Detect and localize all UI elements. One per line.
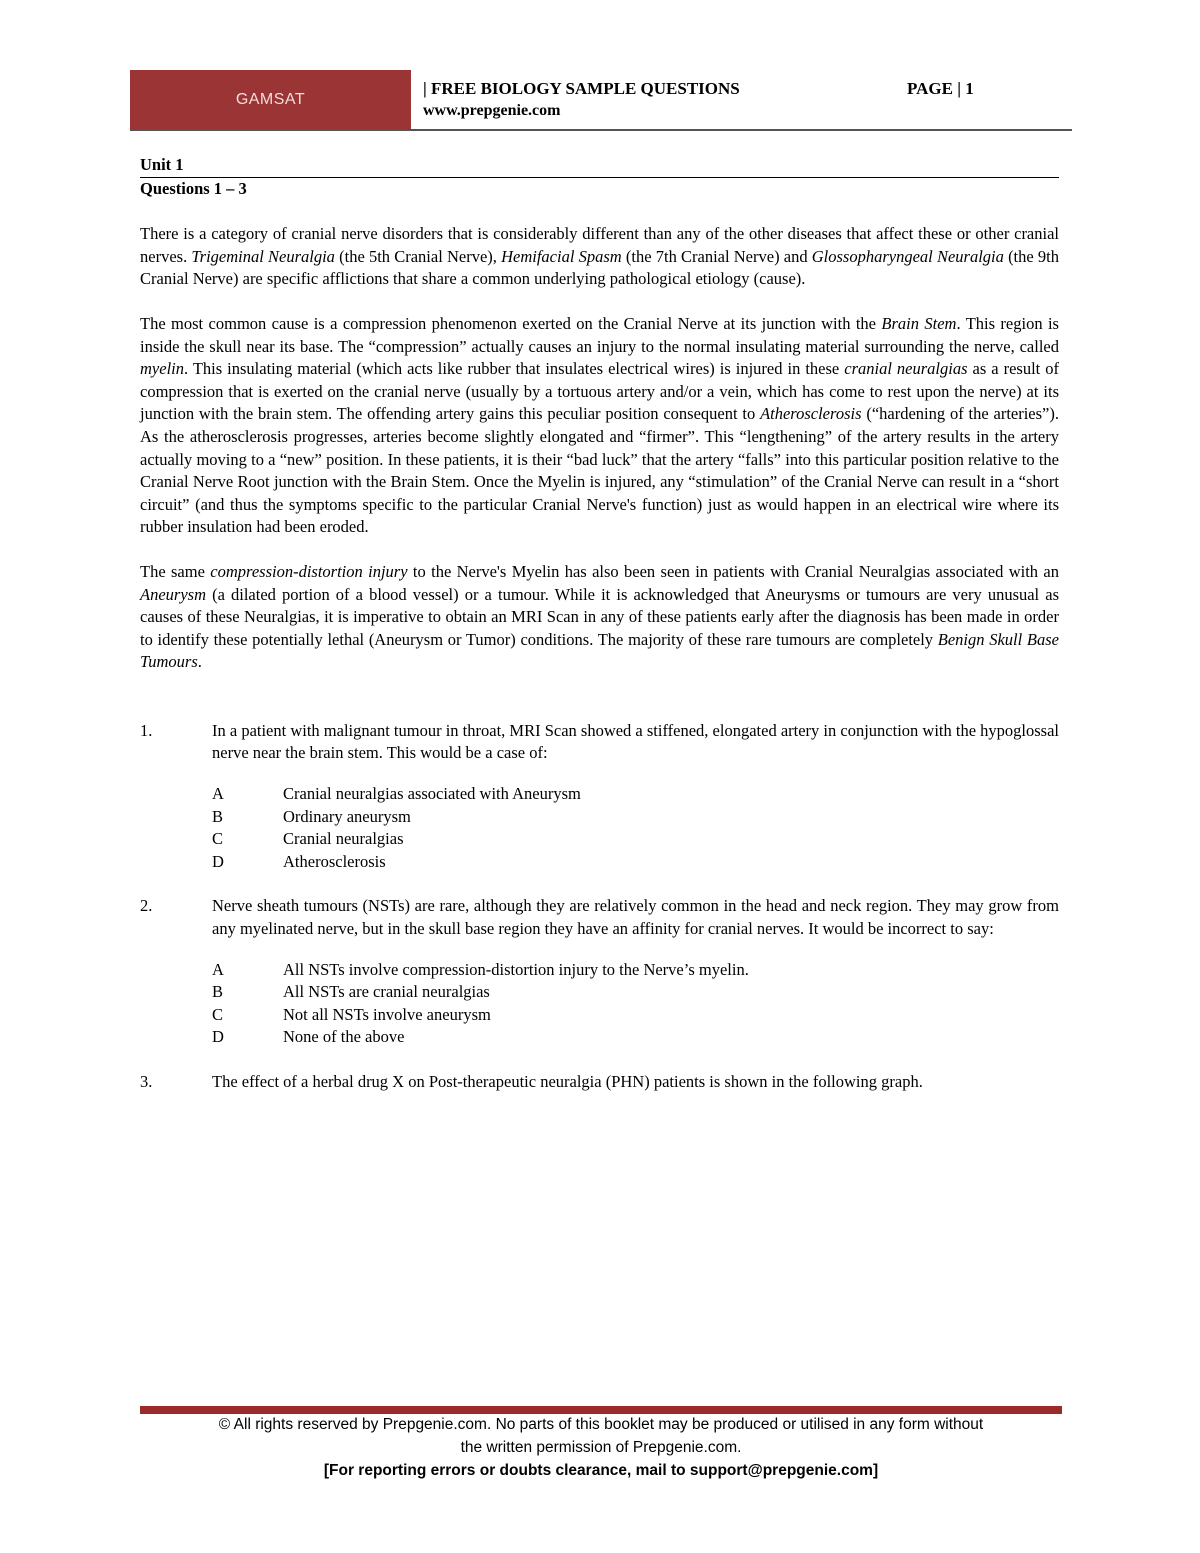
option-text: Atherosclerosis (283, 851, 386, 871)
option-letter: D (212, 1027, 224, 1047)
question-text: In a patient with malignant tumour in throat, MRI Scan showed a stiffened, elongated artery in conjunction with the hypoglossal nerve near the brain stem. This would be a case of: (212, 720, 1059, 763)
footer-permission: the written permission of Prepgenie.com. (460, 1439, 742, 1456)
passage-paragraph-3 (140, 561, 1059, 674)
passage-paragraph-1 (140, 223, 1059, 291)
question-3 (140, 1071, 1059, 1094)
text-run: to the Nerve's Myelin has also been seen in patients with Cranial Neuralgias associated with an (407, 561, 1059, 581)
text-run: The most common cause is a compression phenomenon exerted on the Cranial Nerve at its junction with the (140, 313, 882, 333)
footer-copyright: © All rights reserved by Prepgenie.com. No parts of this booklet may be produced or utilised in any form without (218, 1416, 984, 1433)
italic-term: Glossopharyngeal Neuralgia (811, 246, 1004, 266)
option-a[interactable] (212, 959, 1059, 982)
option-text: All NSTs are cranial neuralgias (283, 982, 490, 1002)
question-number: 1. (140, 720, 153, 740)
option-c[interactable] (212, 828, 1059, 851)
header-divider (130, 129, 1072, 131)
italic-term: cranial neuralgias (844, 359, 968, 379)
italic-term: Trigeminal Neuralgia (191, 246, 335, 266)
text-run: (the 7th Cranial Nerve) and (621, 246, 812, 266)
footer-contact: [For reporting errors or doubts clearance, mail to support@prepgenie.com] (323, 1462, 879, 1479)
question-2-options (212, 959, 1059, 1049)
option-a[interactable] (212, 783, 1059, 806)
option-text: Cranial neuralgias associated with Aneurysm (283, 784, 581, 804)
option-letter: C (212, 1004, 224, 1024)
text-run: . This insulating material (which acts like rubber that insulates electrical wires) is injured in these (183, 359, 845, 379)
italic-term: compression-distortion injury (210, 561, 408, 581)
footer-divider (140, 1406, 1062, 1414)
brand-box (130, 70, 411, 130)
italic-term: Hemifacial Spasm (501, 246, 622, 266)
page-number: PAGE | 1 (907, 79, 974, 98)
option-text: All NSTs involve compression-distortion injury to the Nerve’s myelin. (283, 959, 749, 979)
option-text: None of the above (283, 1027, 405, 1047)
text-run: . This region is inside the skull near its base. The “compression” actually causes an injury to the normal insulating material surrounding the nerve, called (140, 313, 1059, 356)
option-b[interactable] (212, 981, 1059, 1004)
option-letter: B (212, 806, 224, 826)
option-text: Cranial neuralgias (283, 829, 404, 849)
option-d[interactable] (212, 1026, 1059, 1049)
option-text: Ordinary aneurysm (283, 806, 411, 826)
text-run: There is a category of cranial nerve disorders that is considerably different than any of the other diseases that affect these or other cranial nerves. (140, 224, 1059, 266)
text-run: as a result of compression that is exerted on the cranial nerve (usually by a tortuous artery and/or a vein, which has come to rest upon the nerve) at its junction with the brain stem. The offending artery gains this peculiar position consequent to (140, 359, 1059, 424)
question-1-options (212, 783, 1059, 873)
text-run: (the 5th Cranial Nerve), (334, 246, 502, 266)
option-text: Not all NSTs involve aneurysm (283, 1004, 491, 1024)
italic-term: Atherosclerosis (760, 404, 862, 424)
brand-label: GAMSAT (235, 91, 306, 108)
option-letter: B (212, 982, 224, 1002)
option-letter: C (212, 829, 224, 849)
italic-term: Benign Skull Base Tumours (140, 629, 1059, 672)
text-run: (a dilated portion of a blood vessel) or a tumour. While it is acknowledged that Aneurysms or tumours are very unusual as causes of these Neuralgias, it is imperative to obtain an MRI Scan in any of these patients early after the diagnosis has been made in order to identify these potentially lethal (Aneurysm or Tumor) conditions. The majority of these rare tumours are completely (140, 584, 1059, 649)
document-body (140, 154, 1059, 1094)
option-d[interactable] (212, 851, 1059, 874)
unit-title: Unit 1 (140, 155, 184, 174)
header-title: | FREE BIOLOGY SAMPLE QUESTIONS (423, 79, 740, 98)
italic-term: myelin (140, 359, 184, 379)
option-c[interactable] (212, 1004, 1059, 1027)
text-run: (the 9th Cranial Nerve) are specific afflictions that share a common underlying pathological etiology (cause). (140, 246, 1059, 289)
option-b[interactable] (212, 806, 1059, 829)
italic-term: Aneurysm (140, 584, 206, 604)
question-number: 2. (140, 896, 153, 916)
text-run: The same (140, 561, 211, 581)
header-url[interactable]: www.prepgenie.com (423, 102, 561, 119)
question-text: Nerve sheath tumours (NSTs) are rare, although they are relatively common in the head and neck region. They may grow from any myelinated nerve, but in the skull base region they have an affinity for cranial nerves. It would be incorrect to say: (212, 896, 1059, 939)
passage-paragraph-2 (140, 313, 1059, 539)
option-letter: D (212, 851, 224, 871)
question-number: 3. (140, 1072, 153, 1091)
text-run: (“hardening of the arteries”). As the atherosclerosis progresses, arteries become slightly elongated and “firmer”. This “lengthening” of the artery results in the artery actually moving to a “new” position. In these patients, it is their “bad luck” that the artery “falls” into this particular position relative to the Cranial Nerve Root junction with the Brain Stem. Once the Myelin is injured, any “stimulation” of the Cranial Nerve can result in a “short circuit” (and thus the symptoms specific to the particular Cranial Nerve's function) just as would happen in an electrical wire where its rubber insulation had been eroded. (140, 404, 1059, 537)
question-2 (140, 895, 1059, 940)
text-run: . (197, 652, 202, 672)
option-letter: A (212, 784, 224, 804)
question-1 (140, 720, 1059, 765)
option-letter: A (212, 959, 224, 979)
question-text: The effect of a herbal drug X on Post-therapeutic neuralgia (PHN) patients is shown in the following graph. (212, 1072, 923, 1091)
italic-term: Brain Stem (881, 313, 957, 333)
unit-subtitle: Questions 1 – 3 (140, 177, 1059, 201)
